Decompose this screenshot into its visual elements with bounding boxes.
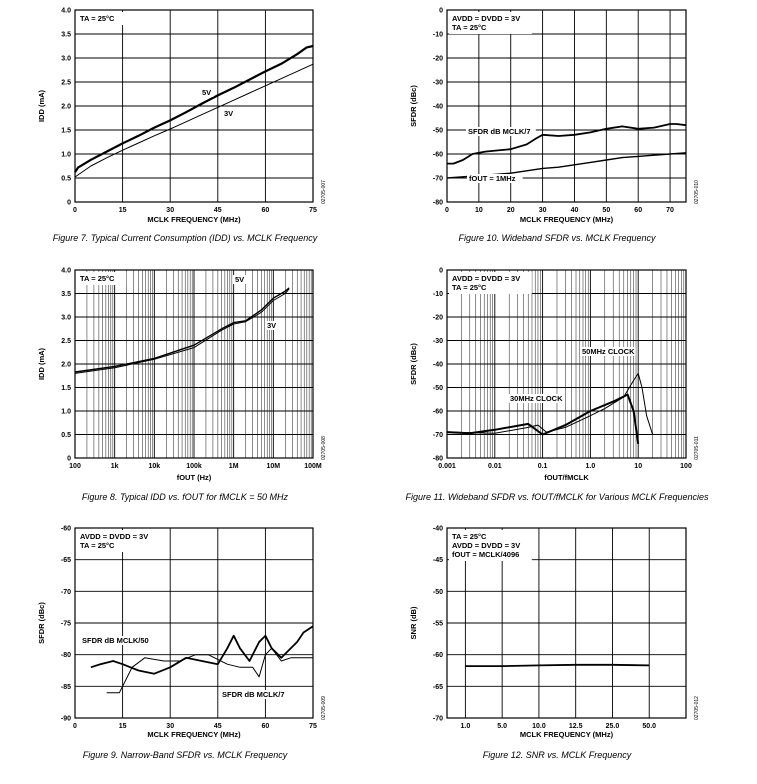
x-tick-label: 100 [680, 463, 692, 470]
x-tick-label: 0.01 [487, 463, 502, 470]
y-tick-label: 2.5 [61, 79, 71, 87]
y-tick-label: 0 [67, 455, 71, 463]
series-label: 3V [224, 109, 234, 118]
x-tick-label: 40 [570, 207, 579, 214]
y-tick-label: -40 [432, 361, 443, 369]
x-tick-label: 1.0 [585, 463, 596, 470]
fig10-chart [409, 8, 700, 244]
fig9-chart [37, 526, 327, 761]
x-tick-label: 0 [73, 207, 77, 214]
annotation-text: TA = 25°C [452, 283, 487, 292]
x-tick-label: 60 [634, 207, 643, 214]
fig7-chart [37, 8, 327, 244]
x-tick-label: 100 [69, 463, 81, 470]
y-tick-label: -10 [432, 31, 443, 39]
x-tick-label: 30 [166, 723, 175, 730]
series-line-1 [75, 46, 313, 172]
y-tick-label: -60 [432, 151, 443, 159]
x-tick-label: 15 [118, 207, 127, 214]
y-tick-label: -65 [432, 683, 443, 691]
figure-caption: Figure 9. Narrow-Band SFDR vs. MCLK Frequency [82, 750, 288, 760]
y-tick-label: -80 [432, 199, 443, 207]
x-tick-label: 10M [266, 463, 281, 470]
y-tick-label: -30 [432, 79, 443, 87]
y-tick-label: -10 [432, 291, 443, 298]
y-tick-label: 3.5 [61, 31, 71, 39]
x-tick-label: 100M [304, 463, 322, 470]
figure-code: 02705-009 [321, 696, 327, 720]
y-tick-label: 1.5 [61, 127, 71, 135]
series-label: 50MHz CLOCK [582, 347, 635, 356]
x-tick-label: 1M [228, 463, 239, 470]
x-tick-label: 10k [148, 463, 161, 470]
x-tick-label: 70 [666, 207, 674, 214]
y-tick-label: -65 [60, 557, 71, 565]
y-tick-label: 3.0 [61, 314, 71, 322]
x-tick-label: 75 [309, 207, 317, 214]
x-tick-label: 10 [474, 207, 483, 214]
x-tick-label: 45 [213, 723, 222, 730]
y-tick-label: -75 [60, 620, 71, 628]
y-axis-label: SFDR (dBc) [37, 602, 46, 644]
y-tick-label: -70 [60, 588, 71, 596]
x-tick-label: 0 [445, 207, 449, 214]
y-tick-label: -60 [432, 652, 443, 660]
series-line-2 [75, 64, 313, 177]
figure-caption: Figure 12. SNR vs. MCLK Frequency [482, 750, 632, 760]
figure-code: 02705-010 [694, 180, 700, 204]
x-tick-label: 50.0 [642, 723, 657, 730]
series-label: 3V [267, 321, 277, 330]
y-tick-label: 2.0 [61, 103, 71, 111]
y-tick-label: 0.5 [61, 175, 71, 183]
y-tick-label: -30 [432, 338, 443, 345]
y-tick-label: -50 [432, 127, 443, 135]
y-tick-label: 3.5 [61, 291, 71, 298]
x-tick-label: 30 [538, 207, 547, 214]
annotation-text: TA = 25°C [80, 541, 115, 550]
x-tick-label: 5.0 [497, 723, 508, 730]
series-label: SFDR dB MCLK/7 [468, 127, 531, 136]
figure-code: 02705-008 [321, 436, 327, 460]
fig12-chart [409, 526, 700, 761]
annotation-text: AVDD = DVDD = 3V [452, 274, 521, 283]
annotation-text: TA = 25°C [452, 23, 487, 32]
y-tick-label: -80 [60, 652, 71, 660]
y-tick-label: -90 [60, 715, 71, 723]
x-axis-label: fOUT (Hz) [176, 473, 212, 482]
annotation-text: TA = 25°C [452, 532, 487, 541]
figure-code: 02705-012 [694, 696, 700, 720]
y-tick-label: -70 [432, 715, 443, 723]
y-tick-label: 1.0 [61, 151, 71, 159]
y-tick-label: -60 [432, 408, 443, 416]
annotation-text: fOUT = MCLK/4096 [452, 550, 520, 559]
x-tick-label: 1.0 [460, 723, 471, 730]
x-axis-label: MCLK FREQUENCY (MHz) [147, 730, 241, 739]
y-tick-label: -50 [432, 385, 443, 392]
y-tick-label: -55 [432, 620, 443, 628]
x-tick-label: 45 [213, 207, 222, 214]
fig11-chart [405, 268, 709, 503]
x-tick-label: 0 [73, 723, 77, 730]
y-tick-label: -80 [432, 455, 443, 463]
y-tick-label: -45 [432, 557, 443, 565]
x-tick-label: 75 [309, 723, 317, 730]
x-axis-label: MCLK FREQUENCY (MHz) [147, 215, 241, 224]
y-tick-label: 2.0 [61, 361, 71, 369]
figure-caption: Figure 11. Wideband SFDR vs. fOUT/fMCLK for Various MCLK Frequencies [405, 492, 709, 502]
x-tick-label: 10 [634, 463, 643, 470]
y-tick-label: -50 [432, 588, 443, 596]
series-label: SFDR dB MCLK/50 [82, 636, 149, 645]
x-axis-label: fOUT/fMCLK [544, 473, 589, 482]
y-tick-label: -70 [432, 432, 443, 439]
x-tick-label: 50 [602, 207, 611, 214]
x-tick-label: 15 [118, 723, 127, 730]
y-tick-label: -20 [432, 314, 443, 322]
series-line-1 [465, 665, 649, 666]
y-tick-label: -40 [432, 525, 443, 533]
y-axis-label: SFDR (dBc) [409, 343, 418, 385]
series-line-1 [447, 373, 653, 434]
y-tick-label: 0 [439, 267, 443, 275]
y-tick-label: -85 [60, 683, 71, 691]
y-axis-label: SFDR (dBc) [409, 85, 418, 127]
figure-code: 02705-011 [694, 436, 700, 460]
x-tick-label: 0.001 [438, 463, 456, 470]
x-tick-label: 0.1 [537, 463, 548, 470]
annotation-text: AVDD = DVDD = 3V [452, 541, 521, 550]
fig8-chart [37, 268, 327, 503]
series-label: 5V [202, 88, 212, 97]
y-axis-label: IDD (mA) [37, 89, 46, 123]
y-tick-label: 4.0 [61, 7, 71, 15]
x-tick-label: 60 [261, 723, 270, 730]
series-line-1 [91, 626, 313, 674]
y-tick-label: -70 [432, 175, 443, 183]
y-tick-label: -20 [432, 55, 443, 63]
x-tick-label: 60 [261, 207, 270, 214]
series-label: SFDR dB MCLK/7 [222, 690, 285, 699]
x-tick-label: 20 [506, 207, 515, 214]
y-tick-label: 0 [439, 7, 443, 15]
y-axis-label: IDD (mA) [37, 347, 46, 381]
figure-caption: Figure 8. Typical IDD vs. fOUT for fMCLK = 50 MHz [81, 492, 289, 502]
annotation-text: TA = 25°C [80, 274, 115, 283]
y-tick-label: 0.5 [61, 432, 71, 439]
x-tick-label: 100k [186, 463, 202, 470]
series-label: 30MHz CLOCK [510, 394, 563, 403]
annotation-text: AVDD = DVDD = 3V [452, 14, 521, 23]
x-axis-label: MCLK FREQUENCY (MHz) [519, 215, 614, 224]
x-tick-label: 10.0 [532, 723, 546, 730]
y-tick-label: 2.5 [61, 338, 71, 345]
y-tick-label: 1.0 [61, 408, 71, 416]
annotation-text: AVDD = DVDD = 3V [80, 532, 149, 541]
x-axis-label: MCLK FREQUENCY (MHz) [519, 730, 614, 739]
y-tick-label: 3.0 [61, 55, 71, 63]
figure-code: 02705-007 [321, 180, 327, 204]
x-tick-label: 12.5 [568, 723, 583, 730]
y-tick-label: 4.0 [61, 267, 71, 275]
figure-caption: Figure 10. Wideband SFDR vs. MCLK Frequency [458, 233, 656, 243]
y-tick-label: -40 [432, 103, 443, 111]
y-tick-label: 1.5 [61, 385, 71, 392]
x-tick-label: 30 [166, 207, 175, 214]
annotation-text: TA = 25°C [80, 14, 115, 23]
series-label: 5V [235, 275, 245, 284]
x-tick-label: 25.0 [605, 723, 620, 730]
y-tick-label: 0 [67, 199, 71, 207]
x-tick-label: 1k [110, 463, 119, 470]
y-axis-label: SNR (dB) [409, 606, 418, 640]
series-label: fOUT = 1MHz [469, 174, 516, 183]
y-tick-label: -60 [60, 525, 71, 533]
figure-caption: Figure 7. Typical Current Consumption (IDD) vs. MCLK Frequency [52, 233, 318, 243]
